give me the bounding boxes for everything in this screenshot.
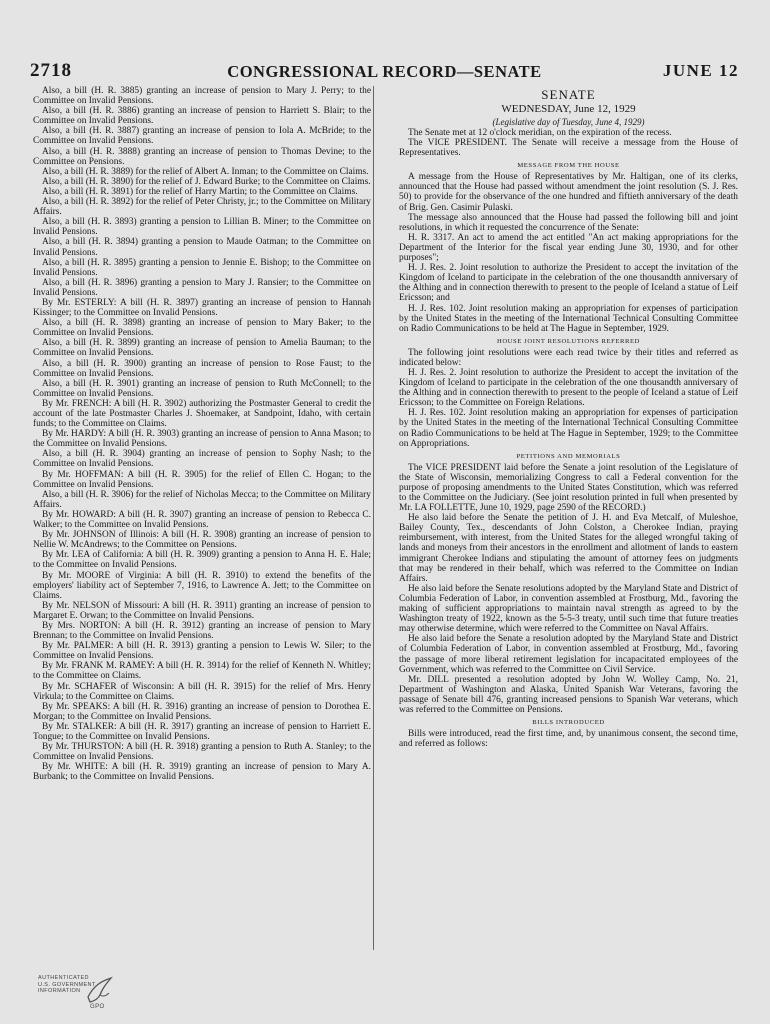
right-column: [399, 86, 738, 749]
bill-entry: By Mr. FRENCH: A bill (H. R. 3902) authorizing the Postmaster General to credit the account of the late Postmaster Charles J. Shoemaker, at Sandpoint, Idaho, with certain funds; to the Committee on Claims.: [33, 398, 371, 430]
bill-entry: Also, a bill (H. R. 3893) granting a pension to Lillian B. Miner; to the Committee on Invalid Pensions.: [33, 217, 371, 238]
bill-entry: By Mrs. NORTON: A bill (H. R. 3912) granting an increase of pension to Mary Brennan; to the Committee on Invalid Pensions.: [33, 620, 371, 642]
bill-entry: Also, a bill (H. R. 3887) granting an increase of pension to Iola A. McBride; to the Committee on Invalid Pensions.: [33, 126, 371, 147]
paragraph: He also laid before the Senate a resolution adopted by the Maryland State and District of Columbia Federation of Labor, in convention assembled at Frostburg, Md., favoring the passage of more liberal retirement legislation for incapacitated employees of the Government, which was referred to the Committee on Civil Service.: [399, 634, 738, 675]
bill-entry: By Mr. FRANK M. RAMEY: A bill (H. R. 3914) for the relief of Kenneth N. Whitley; to the Committee on Claims.: [33, 661, 371, 682]
bill-entry: By Mr. MOORE of Virginia: A bill (H. R. 3910) to extend the benefits of the employers' liability act of September 7, 1916, to Lawrence A. Jett; to the Committee on Claims.: [33, 570, 371, 601]
subheading-petitions: PETITIONS AND MEMORIALS: [516, 452, 621, 460]
page-header: [30, 60, 739, 82]
bill-entry: By Mr. HARDY: A bill (H. R. 3903) granting an increase of pension to Anna Mason; to the Committee on Invalid Pensions.: [33, 429, 371, 450]
petition-paragraphs: [399, 463, 738, 715]
bill-entry: By Mr. SPEAKS: A bill (H. R. 3916) granting an increase of pension to Dorothea E. Morgan; to the Committee on Invalid Pensions.: [33, 701, 371, 722]
bill-entry: Also, a bill (H. R. 3888) granting an increase of pension to Thomas Devine; to the Committee on Pensions.: [33, 146, 371, 167]
paragraph: He also laid before the Senate resolutions adopted by the Maryland State and District of Columbia Federation of Labor, in convention assembled at Frostburg, Md., favoring the making of sufficient appropriations to maintain naval strength as agreed to by the Washington treaty of 1922, known as the 5-5-3 treaty, until such time that future treaties may otherwise determine, which were referred to the Committee on Naval Affairs.: [399, 583, 738, 635]
paragraph: The message also announced that the House had passed the following bill and joint resolutions, in which it requested the concurrence of the Senate:: [399, 212, 738, 233]
paragraph: H. J. Res. 102. Joint resolution making an appropriation for expenses of participation by the United States in the meeting of the International Technical Consulting Committee on Radio Communications to be held at The Hague in September, 1929; to the Committee on Appropriations.: [399, 408, 738, 449]
page-number: 2718: [30, 60, 72, 81]
bill-entry: Also, a bill (H. R. 3901) granting an increase of pension to Ruth McConnell; to the Committee on Invalid Pensions.: [33, 378, 371, 399]
paragraph: The following joint resolutions were each read twice by their titles and referred as indicated below:: [399, 347, 738, 368]
paragraph: Mr. DILL presented a resolution adopted by John W. Wolley Camp, No. 21, Department of Washington and Alaska, United Spanish War Veterans, favoring the passage of Senate bill 476, granting increased pensions to Spanish War veterans, which was referred to the Committee on Pensions.: [399, 674, 738, 715]
bill-entry: By Mr. SCHAFER of Wisconsin: A bill (H. R. 3915) for the relief of Mrs. Henry Virkula; to the Committee on Claims.: [33, 681, 371, 702]
paragraph: H. J. Res. 2. Joint resolution to authorize the President to accept the invitation of the Kingdom of Iceland to participate in the celebration of the one thousandth anniversary of the Althing and in connection therewith to present to the people of Iceland a statue of Leif Ericsson; to the Committee on Foreign Relations.: [399, 367, 738, 409]
bill-entry: Also, a bill (H. R. 3890) for the relief of J. Edward Burke; to the Committee on Claims.: [42, 176, 371, 187]
bill-entry: Also, a bill (H. R. 3904) granting an increase of pension to Sophy Nash; to the Committee on Invalid Pensions.: [33, 449, 371, 470]
bill-entry: By Mr. HOWARD: A bill (H. R. 3907) granting an increase of pension to Rebecca C. Walker; to the Committee on Invalid Pensions.: [33, 509, 371, 531]
bill-entry: By Mr. LEA of California: A bill (H. R. 3909) granting a pension to Anna H. E. Hale; to the Committee on Invalid Pensions.: [33, 550, 371, 571]
gpo-label: GPO: [90, 1004, 105, 1010]
column-divider: [373, 86, 374, 950]
bill-entry: Also, a bill (H. R. 3906) for the relief of Nicholas Mecca; to the Committee on Military Affairs.: [33, 489, 371, 510]
subheading-message: MESSAGE FROM THE HOUSE: [517, 162, 620, 170]
bill-entry: Also, a bill (H. R. 3891) for the relief of Harry Martin; to the Committee on Claims.: [42, 186, 358, 197]
subheading-referred: HOUSE JOINT RESOLUTIONS REFERRED: [496, 337, 641, 345]
intro-paragraphs: [399, 128, 738, 158]
bill-entry: Also, a bill (H. R. 3895) granting a pension to Jennie E. Bishop; to the Committee on Invalid Pensions.: [33, 257, 371, 278]
bill-entry: By Mr. WHITE: A bill (H. R. 3919) granting an increase of pension to Mary A. Burbank; to the Committee on Invalid Pensions.: [33, 762, 371, 783]
bill-entry: Also, a bill (H. R. 3892) for the relief of Peter Christy, jr.; to the Committee on Military Affairs.: [33, 197, 371, 218]
left-column: [33, 86, 371, 782]
bill-entry: By Mr. JOHNSON of Illinois: A bill (H. R. 3908) granting an increase of pension to Nellie W. McAndrews; to the Committee on Pensions.: [33, 530, 371, 551]
paragraph: A message from the House of Representatives by Mr. Haltigan, one of its clerks, announced that the House had passed without amendment the joint resolution (S. J. Res. 50) to provide for the observance of the one hundred and fiftieth anniversary of the death of Brig. Gen. Casimir Pulaski.: [399, 172, 738, 213]
paragraph: H. J. Res. 102. Joint resolution making an appropriation for expenses of participation by the United States in the meeting of the International Technical Consulting Committee on Radio Communications to be held at The Hague in September, 1929.: [399, 303, 738, 334]
bill-entry: Also, a bill (H. R. 3886) granting an increase of pension to Harriett S. Blair; to the Committee on Invalid Pensions.: [33, 106, 371, 127]
paragraph: H. J. Res. 2. Joint resolution to authorize the President to accept the invitation of the Kingdom of Iceland to participate in the celebration of the one thousandth anniversary of the Althing and in connection therewith to present to the people of Iceland a statue of Leif Ericsson; and: [399, 263, 738, 304]
bill-entry: Also, a bill (H. R. 3894) granting a pension to Maude Oatman; to the Committee on Invalid Pensions.: [33, 237, 371, 258]
legislative-day: (Legislative day of Tuesday, June 4, 1929): [492, 117, 645, 127]
page-date: JUNE 12: [662, 61, 739, 80]
message-paragraphs: [399, 172, 738, 334]
paragraph: H. R. 3317. An act to amend the act entitled "An act making appropriations for the Department of the Interior for the fiscal year ending June 30, 1930, and for other purposes";: [399, 232, 738, 264]
subheading-bills: BILLS INTRODUCED: [532, 719, 605, 727]
bill-entry: Also, a bill (H. R. 3885) granting an increase of pension to Mary J. Perry; to the Committee on Invalid Pensions.: [33, 86, 371, 107]
paragraph: The Senate met at 12 o'clock meridian, on the expiration of the recess.: [408, 128, 672, 138]
auth-line-2: U.S. GOVERNMENT: [38, 981, 96, 988]
paragraph: The VICE PRESIDENT. The Senate will receive a message from the House of Representatives.: [399, 138, 738, 159]
paragraph: Bills were introduced, read the first time, and, by unanimous consent, the second time, and referred as follows:: [399, 729, 738, 750]
section-heading-senate: SENATE: [541, 87, 596, 102]
bill-entry: Also, a bill (H. R. 3899) granting an increase of pension to Amelia Bauman; to the Committee on Invalid Pensions.: [33, 338, 371, 359]
referred-paragraphs: [399, 348, 738, 449]
page-title: CONGRESSIONAL RECORD—SENATE: [227, 62, 542, 81]
bill-entry: By Mr. ESTERLY: A bill (H. R. 3897) granting an increase of pension to Hannah Kissinger; to the Committee on Invalid Pensions.: [33, 297, 371, 319]
bill-entry: Also, a bill (H. R. 3896) granting a pension to Mary J. Ransier; to the Committee on Invalid Pensions.: [33, 277, 371, 298]
authenticated-gpo-logo: [38, 975, 113, 1015]
bill-entry: By Mr. THURSTON: A bill (H. R. 3918) granting a pension to Ruth A. Stanley; to the Committee on Invalid Pensions.: [33, 742, 371, 763]
paragraph: He also laid before the Senate the petition of J. H. and Eva Metcalf, of Muleshoe, Bailey County, Tex., descendants of John Colston, a Cherokee Indian, praying reimbursement, with interest, from the United States for the alleged wrongful taking of lands and moneys from their ancestors in the enrollment and allotment of lands to eastern immigrant Cherokee Indians and stipulating the amount of attorney fees on judgments that may be rendered in their behalf, which was referred to the Committee on Indian Affairs.: [399, 513, 738, 584]
bill-entry: Also, a bill (H. R. 3889) for the relief of Albert A. Inman; to the Committee on Claims.: [42, 166, 369, 177]
bill-entry: By Mr. HOFFMAN: A bill (H. R. 3905) for the relief of Ellen C. Hogan; to the Committee on Invalid Pensions.: [33, 469, 371, 490]
bill-entry: By Mr. STALKER: A bill (H. R. 3917) granting an increase of pension to Harriett E. Tongue; to the Committee on Invalid Pensions.: [33, 721, 371, 742]
bill-entry: Also, a bill (H. R. 3898) granting an increase of pension to Mary Baker; to the Committee on Invalid Pensions.: [33, 318, 371, 339]
paragraph: The VICE PRESIDENT laid before the Senate a joint resolution of the Legislature of the State of Wisconsin, memorializing Congress to call a Federal convention for the purpose of proposing amendments to the United States Constitution, which was referred to the Committee on the Judiciary. (See joint resolution printed in full when presented by Mr. LA FOLLETTE, June 10, 1929, page 2590 of the RECORD.): [399, 462, 738, 514]
bill-entry: Also, a bill (H. R. 3900) granting an increase of pension to Rose Faust; to the Committee on Invalid Pensions.: [33, 358, 371, 379]
date-line: WEDNESDAY, June 12, 1929: [501, 103, 636, 115]
auth-line-1: AUTHENTICATED: [38, 975, 89, 981]
bill-entry: By Mr. PALMER: A bill (H. R. 3913) granting a pension to Lewis W. Siler; to the Committee on Invalid Pensions.: [33, 641, 371, 662]
auth-line-3: INFORMATION: [38, 988, 81, 994]
bill-entry: By Mr. NELSON of Missouri: A bill (H. R. 3911) granting an increase of pension to Margaret E. Orwan; to the Committee on Invalid Pensions.: [33, 600, 371, 621]
bills-paragraphs: [399, 729, 738, 749]
